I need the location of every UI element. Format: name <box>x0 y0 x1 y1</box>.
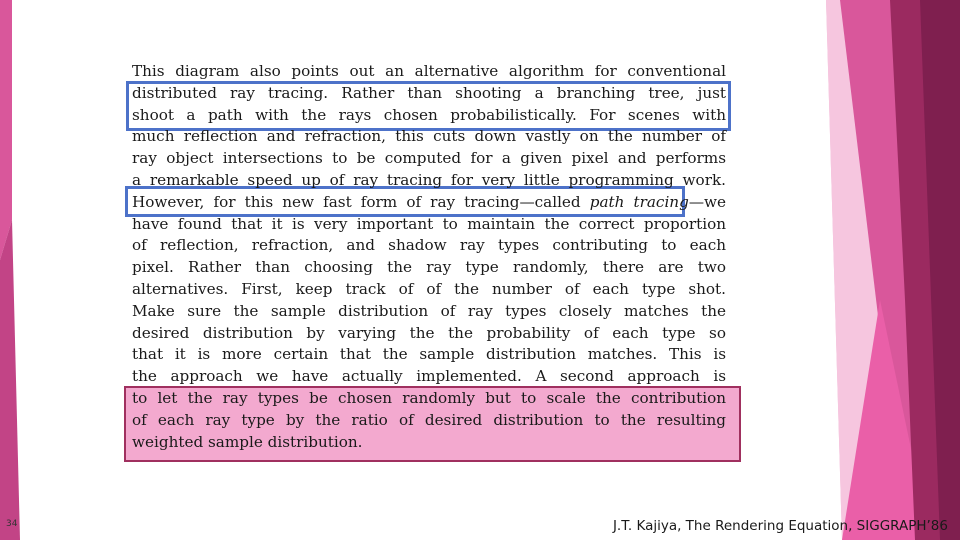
excerpt-line-7 <box>132 192 726 214</box>
excerpt-line-5: ray object intersections to be computed for a given pixel and performs <box>132 149 726 168</box>
excerpt-line-14: that it is more certain that the sample distribution matches. This is <box>132 345 726 364</box>
slide-number: 34 <box>6 519 18 529</box>
path-tracing-term: path tracing <box>589 192 689 211</box>
excerpt-line-7-after: —we <box>688 192 726 211</box>
excerpt-line-3: shoot a path with the rays chosen probabilistically. For scenes with <box>132 105 726 124</box>
left-bar-top <box>0 0 12 260</box>
excerpt-line-1: This diagram also points out an alternative algorithm for conventional <box>132 62 726 80</box>
excerpt-line-2: distributed ray tracing. Rather than shooting a branching tree, just <box>132 83 726 102</box>
excerpt-line-15: the approach we have actually implemented. A second approach is <box>132 367 726 386</box>
excerpt-line-10: pixel. Rather than choosing the ray type randomly, there are two <box>132 258 726 277</box>
excerpt-line-4: much reflection and refraction, this cuts down vastly on the number of <box>132 127 726 146</box>
excerpt-line-7-before: However, for this new fast form of ray tracing—called <box>132 192 590 211</box>
excerpt-line-17: of each ray type by the ratio of desired distribution to the resulting <box>132 410 726 429</box>
excerpt-line-6: a remarkable speed up of ray tracing for very little programming work. <box>132 170 726 189</box>
excerpt-line-8: have found that it is very important to maintain the correct proportion <box>132 214 726 233</box>
excerpt-line-18: weighted sample distribution. <box>132 432 363 451</box>
excerpt-line-12: Make sure the sample distribution of ray types closely matches the <box>132 301 726 320</box>
paper-excerpt <box>132 61 726 453</box>
citation: J.T. Kajiya, The Rendering Equation, SIGGRAPH’86 <box>612 518 948 534</box>
left-accent-bar <box>0 0 22 540</box>
excerpt-line-13: desired distribution by varying the the probability of each type so <box>132 323 726 342</box>
excerpt-line-9: of reflection, refraction, and shadow ray types contributing to each <box>132 236 726 255</box>
excerpt-line-16: to let the ray types be chosen randomly but to scale the contribution <box>132 388 726 407</box>
left-bar-bottom <box>0 220 20 540</box>
excerpt-line-11: alternatives. First, keep track of of the number of each type shot. <box>132 279 726 298</box>
